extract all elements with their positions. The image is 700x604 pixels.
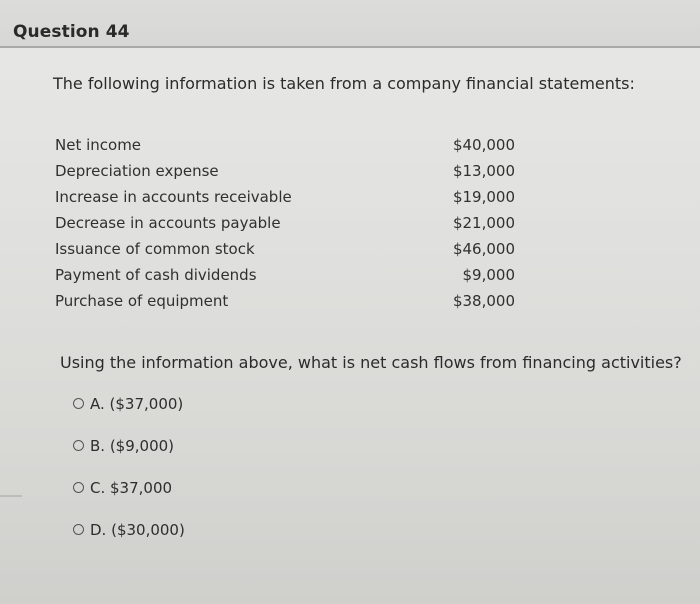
radio-icon[interactable] bbox=[73, 524, 84, 535]
item-value: $19,000 bbox=[452, 188, 515, 206]
radio-icon[interactable] bbox=[73, 482, 84, 493]
radio-icon[interactable] bbox=[73, 440, 84, 451]
item-label: Decrease in accounts payable bbox=[55, 214, 281, 232]
answer-options bbox=[73, 395, 185, 563]
item-value: $9,000 bbox=[462, 266, 515, 284]
item-value: $46,000 bbox=[452, 240, 515, 258]
table-row bbox=[55, 162, 515, 188]
item-value: $21,000 bbox=[452, 214, 515, 232]
item-label: Purchase of equipment bbox=[55, 292, 229, 310]
item-value: $38,000 bbox=[452, 292, 515, 310]
item-label: Depreciation expense bbox=[55, 162, 219, 180]
item-label: Net income bbox=[55, 136, 142, 154]
item-label: Payment of cash dividends bbox=[55, 266, 257, 284]
option-label[interactable]: B. ($9,000) bbox=[90, 437, 175, 455]
option-label[interactable]: D. ($30,000) bbox=[90, 521, 185, 539]
table-row bbox=[55, 214, 515, 240]
table-row bbox=[55, 292, 515, 318]
divider bbox=[0, 495, 22, 497]
table-row bbox=[55, 136, 515, 162]
item-value: $13,000 bbox=[452, 162, 515, 180]
table-row bbox=[55, 188, 515, 214]
option-c[interactable] bbox=[73, 479, 185, 521]
financial-data-table bbox=[55, 136, 515, 318]
item-label: Issuance of common stock bbox=[55, 240, 255, 258]
question-intro: The following information is taken from a company financial statements: bbox=[53, 74, 635, 93]
option-label[interactable]: C. $37,000 bbox=[90, 479, 173, 497]
table-row bbox=[55, 240, 515, 266]
question-title: Question 44 bbox=[13, 22, 130, 42]
table-row bbox=[55, 266, 515, 292]
item-value: $40,000 bbox=[452, 136, 515, 154]
option-b[interactable] bbox=[73, 437, 185, 479]
question-prompt: Using the information above, what is net cash flows from financing activities? bbox=[60, 353, 682, 372]
item-label: Increase in accounts receivable bbox=[55, 188, 292, 206]
radio-icon[interactable] bbox=[73, 398, 84, 409]
option-label[interactable]: A. ($37,000) bbox=[90, 395, 184, 413]
option-d[interactable] bbox=[73, 521, 185, 563]
option-a[interactable] bbox=[73, 395, 185, 437]
